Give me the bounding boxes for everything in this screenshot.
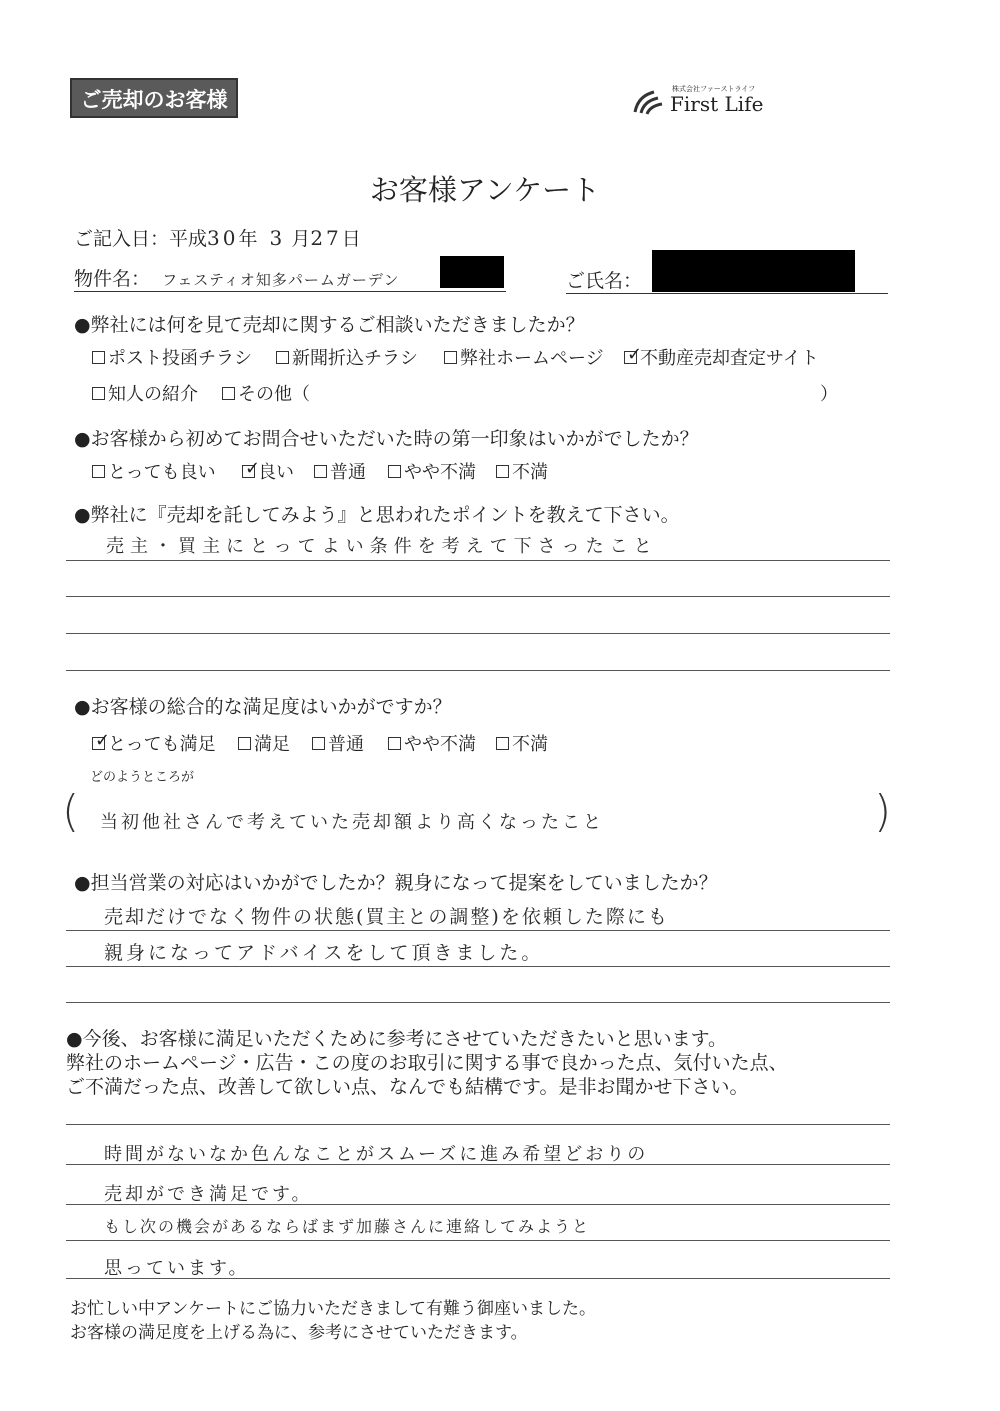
checkbox-checked[interactable] <box>92 730 111 751</box>
checkbox[interactable] <box>388 465 401 478</box>
entry-day-value: 27 <box>310 226 342 250</box>
answer-line <box>66 966 890 967</box>
answer-line <box>66 930 890 931</box>
q3-question: ●弊社に『売却を託してみよう』と思われたポイントを教えて下さい。 <box>74 504 680 526</box>
q6-question-line-2: 弊社のホームページ・広告・この度のお取引に関する事で良かった点、気付いた点、 <box>66 1052 788 1074</box>
customer-name-underline <box>566 293 888 294</box>
q4-option-very-satisfied[interactable]: ✓ とっても満足 <box>92 730 216 756</box>
q6-question-line-1: ●今後、お客様に満足いただくために参考にさせていただきたいと思います。 <box>66 1028 728 1050</box>
entry-month-unit: 月 <box>291 228 311 250</box>
checkbox[interactable] <box>238 737 251 750</box>
answer-line <box>66 560 890 561</box>
q2-option-dissatisfied[interactable]: 不満 <box>496 458 548 484</box>
q4-question: ●お客様の総合的な満足度はいかがですか？ <box>74 696 452 718</box>
q4-option-satisfied[interactable]: 満足 <box>238 730 290 756</box>
answer-line <box>66 596 890 597</box>
customer-name-label: ご氏名： <box>566 270 643 292</box>
entry-year-value: 30 <box>207 226 239 250</box>
checkbox[interactable] <box>314 465 327 478</box>
q1-option-appraisal-site[interactable]: ✓ 不動産売却査定サイト <box>624 344 819 370</box>
checkbox-checked[interactable] <box>624 344 643 365</box>
q1-other-close-paren: ） <box>820 384 838 405</box>
footer-note: お客様の満足度を上げる為に、参考にさせていただきます。 <box>70 1323 528 1343</box>
q6-answer-line-2: 売却ができ満足です。 <box>104 1184 313 1205</box>
check-mark-icon: ✓ <box>245 458 261 479</box>
section-badge: ご売却のお客様 <box>70 78 238 118</box>
close-bracket: ) <box>874 786 892 837</box>
checkbox[interactable] <box>388 737 401 750</box>
q4-sub-label: どのようところが <box>90 770 195 785</box>
redacted-property-room <box>440 256 504 288</box>
checkbox[interactable] <box>92 465 105 478</box>
q1-option-company-website[interactable]: 弊社ホームページ <box>444 344 604 370</box>
company-logo <box>632 84 892 124</box>
answer-line <box>66 1164 890 1165</box>
q1-question: ●弊社には何を見て売却に関するご相談いただきましたか？ <box>74 314 585 336</box>
q6-answer-line-4: 思っています。 <box>104 1258 250 1279</box>
q2-option-good[interactable]: ✓ 良い <box>242 458 294 484</box>
check-mark-icon: ✓ <box>627 344 643 365</box>
q2-option-very-good[interactable]: とっても良い <box>92 458 216 484</box>
q1-option-referral[interactable]: 知人の紹介 <box>92 380 198 406</box>
q4-option-normal[interactable]: 普通 <box>312 730 364 756</box>
answer-line <box>66 1002 890 1003</box>
page-title: お客様アンケート <box>369 173 601 207</box>
logo-mark-icon <box>632 88 666 116</box>
q4-answer: 当初他社さんで考えていた売却額より高くなったこと <box>100 812 604 833</box>
logo-company-name: First Life <box>670 92 764 116</box>
check-mark-icon: ✓ <box>95 730 111 751</box>
checkbox[interactable] <box>276 351 289 364</box>
q2-option-somewhat-dissatisfied[interactable]: やや不満 <box>388 458 476 484</box>
q3-answer: 売主・買主にとってよい条件を考えて下さったこと <box>106 536 658 557</box>
q1-option-newspaper-flyer[interactable]: 新聞折込チラシ <box>276 344 418 370</box>
footer-thanks: お忙しい中アンケートにご協力いただきまして有難う御座いました。 <box>70 1299 596 1319</box>
q4-option-somewhat-dissatisfied[interactable]: やや不満 <box>388 730 476 756</box>
checkbox[interactable] <box>496 465 509 478</box>
answer-line <box>66 1240 890 1241</box>
q1-option-other[interactable]: その他（ <box>222 380 310 406</box>
answer-line <box>66 633 890 634</box>
q5-question: ●担当営業の対応はいかがでしたか？親身になって提案をしていましたか？ <box>74 872 718 894</box>
entry-date-label: ご記入日：平成 <box>74 228 208 250</box>
checkbox[interactable] <box>312 737 325 750</box>
q1-option-post-flyer[interactable]: ポスト投函チラシ <box>92 344 252 370</box>
entry-date <box>74 224 361 251</box>
q2-question: ●お客様から初めてお問合せいただいた時の第一印象はいかがでしたか？ <box>74 428 699 450</box>
checkbox[interactable] <box>496 737 509 750</box>
entry-month-value: 3 <box>269 226 286 250</box>
answer-line <box>66 1124 890 1125</box>
q2-option-normal[interactable]: 普通 <box>314 458 366 484</box>
answer-line <box>66 1204 890 1205</box>
q4-option-dissatisfied[interactable]: 不満 <box>496 730 548 756</box>
checkbox[interactable] <box>444 351 457 364</box>
checkbox[interactable] <box>92 387 105 400</box>
property-value: フェスティオ知多パームガーデン <box>162 271 400 289</box>
property-underline <box>74 291 506 292</box>
q5-answer-line-1: 売却だけでなく物件の状態(買主との調整)を依頼した際にも <box>104 906 669 928</box>
checkbox[interactable] <box>92 351 105 364</box>
checkbox-checked[interactable] <box>242 458 261 479</box>
entry-day-unit: 日 <box>341 228 361 250</box>
entry-year-unit: 年 <box>238 228 258 250</box>
q6-answer-line-3: もし次の機会があるならばまず加藤さんに連絡してみようと <box>104 1217 591 1236</box>
q6-question-line-3: ご不満だった点、改善して欲しい点、なんでも結構です。是非お聞かせ下さい。 <box>66 1076 749 1098</box>
q5-answer-line-2: 親身になってアドバイスをして頂きました。 <box>104 942 544 964</box>
answer-line <box>66 670 890 671</box>
property-label: 物件名： <box>74 268 151 290</box>
open-bracket: ( <box>62 786 80 837</box>
answer-line <box>66 1278 890 1279</box>
q6-answer-line-1: 時間がないなか色んなことがスムーズに進み希望どおりの <box>104 1144 649 1165</box>
logo-company-name-jp: 株式会社ファーストライフ <box>672 85 756 93</box>
redacted-customer-name <box>652 250 855 292</box>
checkbox[interactable] <box>222 387 235 400</box>
property-field <box>74 264 400 291</box>
